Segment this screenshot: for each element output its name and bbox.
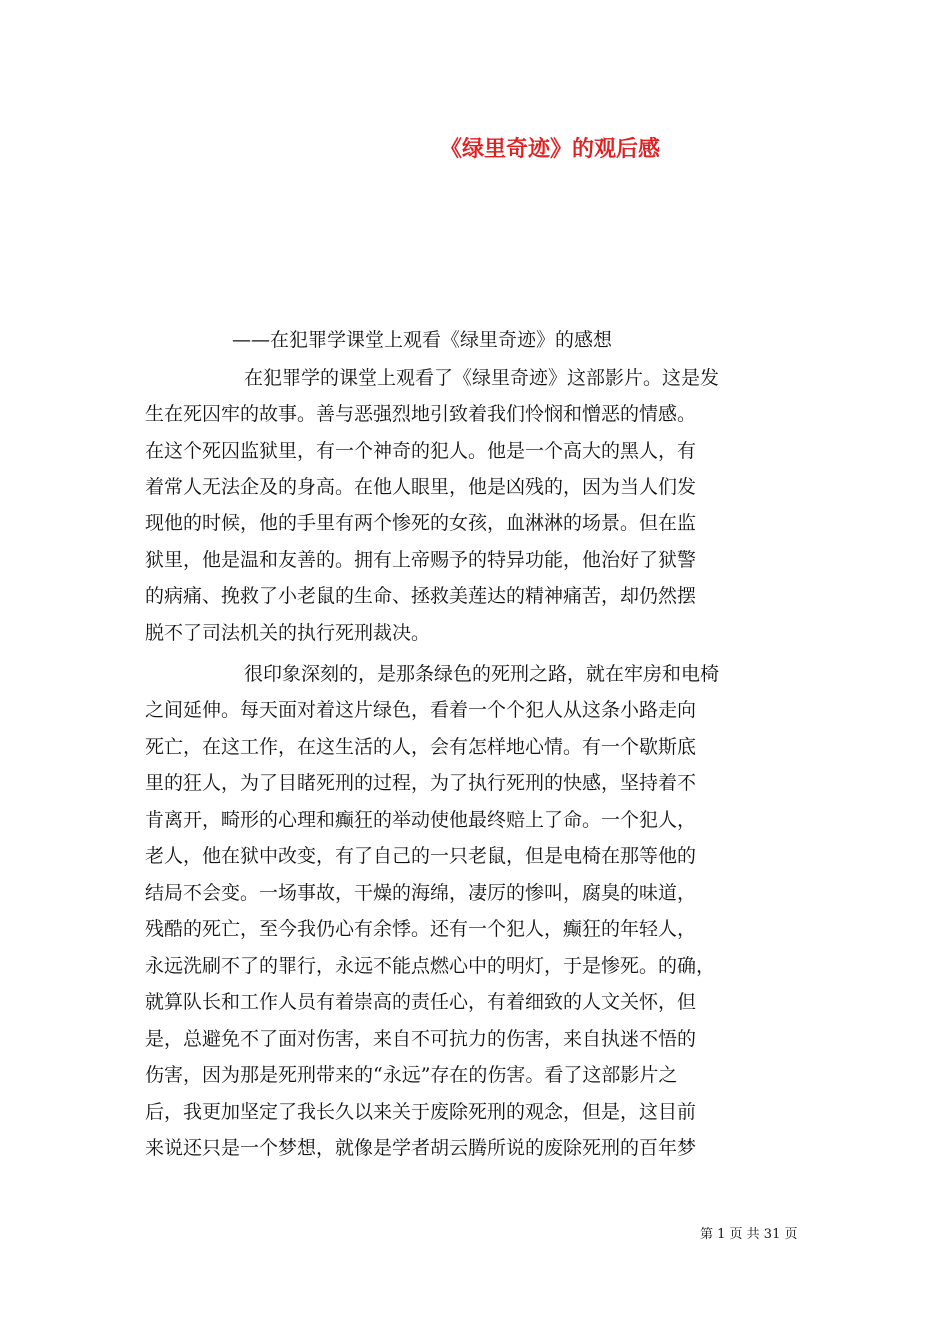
- paragraph-line: 很印象深刻的，是那条绿色的死刑之路，就在牢房和电椅: [244, 663, 720, 685]
- paragraph-line: 残酷的死亡，至今我仍心有余悸。还有一个犯人，癫狂的年轻人，: [145, 918, 697, 940]
- paragraph-line: 结局不会变。一场事故，干燥的海绵，凄厉的惨叫，腐臭的味道，: [145, 882, 697, 904]
- paragraph-line: 后，我更加坚定了我长久以来关于废除死刑的观念，但是，这目前: [145, 1101, 697, 1123]
- paragraph-line: 来说还只是一个梦想，就像是学者胡云腾所说的废除死刑的百年梦: [145, 1137, 697, 1159]
- paragraph-line: 在犯罪学的课堂上观看了《绿里奇迹》这部影片。这是发: [244, 367, 720, 389]
- paragraph-line: 现他的时候，他的手里有两个惨死的女孩，血淋淋的场景。但在监: [145, 512, 697, 534]
- paragraph-line: 老人，他在狱中改变，有了自己的一只老鼠，但是电椅在那等他的: [145, 845, 697, 867]
- paragraph-line: 肯离开，畸形的心理和癫狂的举动使他最终赔上了命。一个犯人，: [145, 809, 697, 831]
- page-number-footer: 第 1 页 共 31 页: [700, 1227, 798, 1242]
- paragraph-line: 永远洗刷不了的罪行，永远不能点燃心中的明灯，于是惨死。的确，: [145, 955, 716, 977]
- paragraph-line: 死亡，在这工作，在这生活的人，会有怎样地心情。有一个歇斯底: [145, 736, 697, 758]
- paragraph-line: 是，总避免不了面对伤害，来自不可抗力的伤害，来自执迷不悟的: [145, 1028, 697, 1050]
- paragraph-line: 的病痛、挽救了小老鼠的生命、拯救美莲达的精神痛苦，却仍然摆: [145, 585, 697, 607]
- paragraph-line: 着常人无法企及的身高。在他人眼里，他是凶残的，因为当人们发: [145, 476, 697, 498]
- paragraph-line: 伤害，因为那是死刑带来的“永远”存在的伤害。看了这部影片之: [145, 1064, 678, 1086]
- paragraph-line: 在这个死囚监狱里，有一个神奇的犯人。他是一个高大的黑人，有: [145, 440, 697, 462]
- paragraph-line: 生在死囚牢的故事。善与恶强烈地引致着我们怜悯和憎恶的情感。: [145, 403, 697, 425]
- paragraph-line: 脱不了司法机关的执行死刑裁决。: [145, 622, 431, 644]
- document-subtitle: ——在犯罪学课堂上观看《绿里奇迹》的感想: [232, 329, 613, 351]
- document-title: 《绿里奇迹》的观后感: [439, 136, 660, 162]
- paragraph-line: 就算队长和工作人员有着崇高的责任心，有着细致的人文关怀，但: [145, 991, 697, 1013]
- paragraph-line: 之间延伸。每天面对着这片绿色，看着一个个犯人从这条小路走向: [145, 699, 697, 721]
- paragraph-line: 里的狂人，为了目睹死刑的过程，为了执行死刑的快感，坚持着不: [145, 772, 697, 794]
- paragraph-line: 狱里，他是温和友善的。拥有上帝赐予的特异功能，他治好了狱警: [145, 549, 697, 571]
